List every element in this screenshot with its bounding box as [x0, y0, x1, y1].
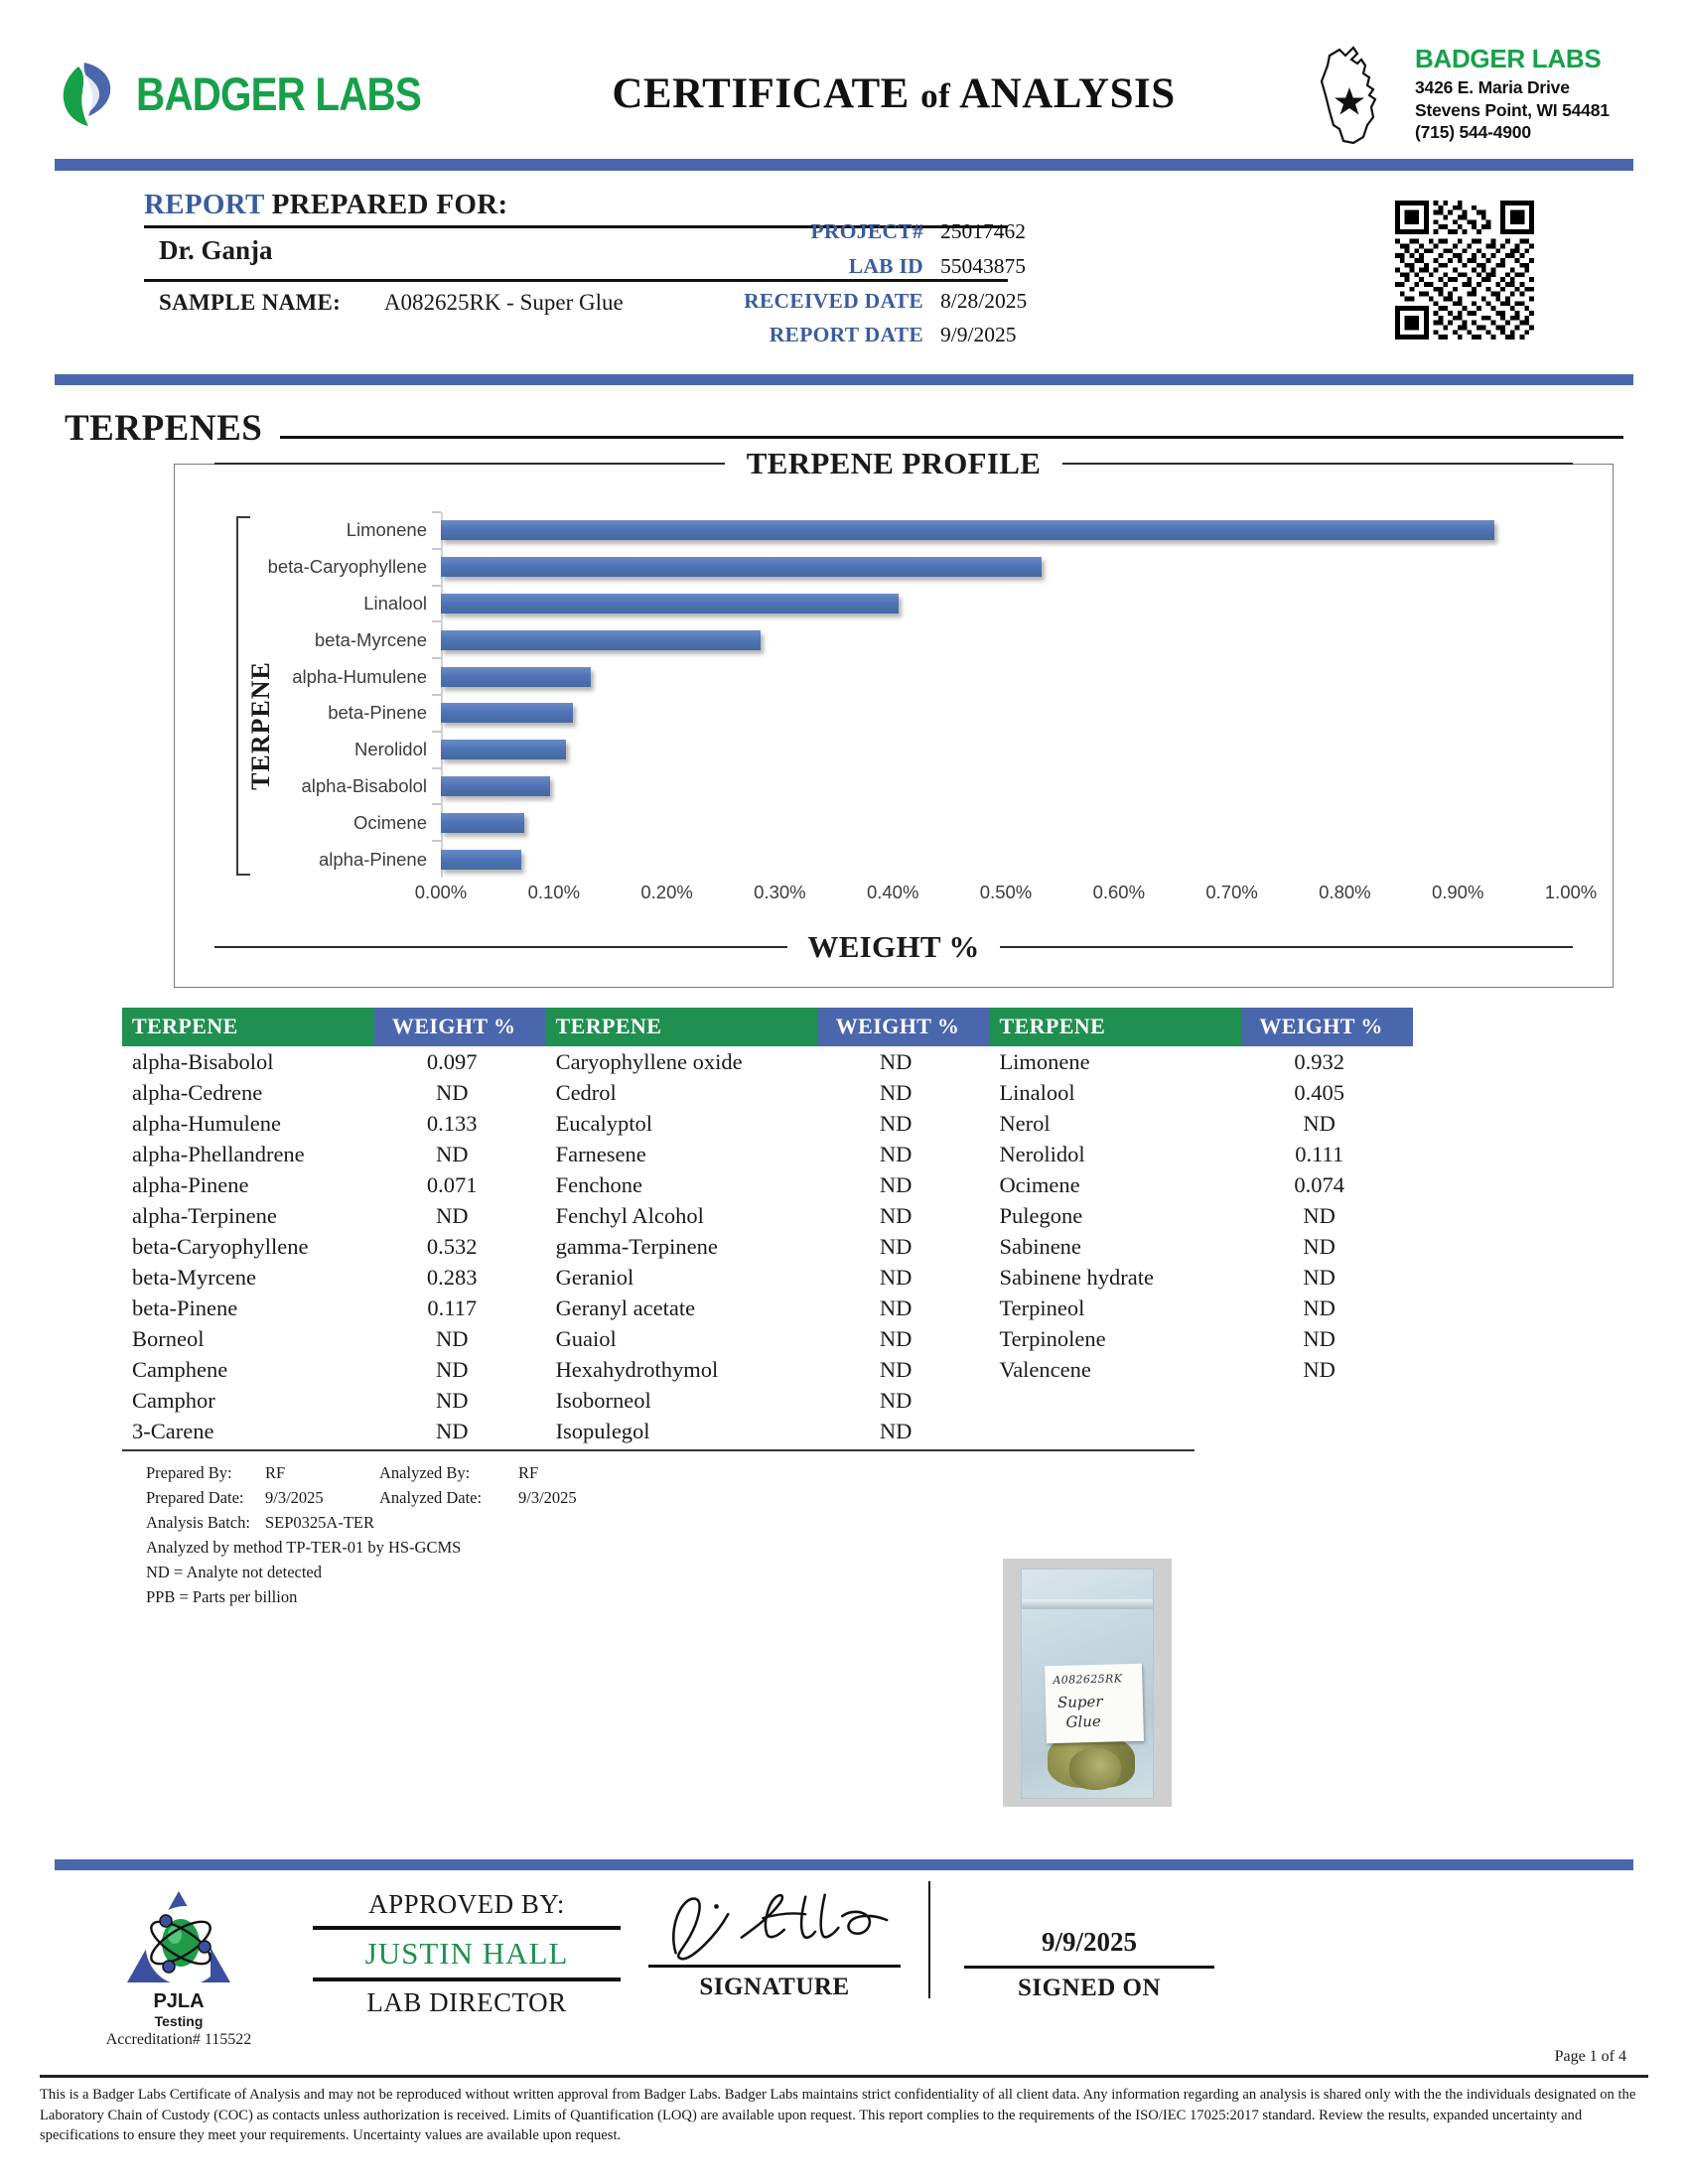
table-row	[122, 1231, 1413, 1262]
chart-category-label: Limonene	[346, 519, 427, 541]
chart-x-rule-right	[1000, 946, 1573, 949]
handwriting-line-2: Super	[1056, 1692, 1103, 1711]
cell-terpene-name: 3-Carene	[132, 1418, 214, 1443]
report-meta-table	[675, 214, 1053, 352]
cell-terpene-name: Terpineol	[999, 1295, 1085, 1320]
client-name: Dr. Ganja	[159, 235, 273, 265]
table-row	[122, 1139, 1413, 1169]
wisconsin-map-icon	[1306, 34, 1415, 153]
chart-bar	[441, 520, 1494, 540]
chart-x-tick-label: 0.80%	[1319, 882, 1371, 902]
chart-x-tick-label: 0.10%	[527, 882, 581, 902]
chart-bar	[441, 703, 573, 723]
chart-bar	[441, 813, 524, 833]
meta-row-project	[675, 214, 1053, 249]
signed-on-rule	[964, 1966, 1214, 1969]
cell-terpene-name: Limonene	[999, 1048, 1090, 1074]
approved-rule-bottom	[313, 1978, 621, 1981]
prepared-by-label: Prepared By:	[146, 1463, 232, 1482]
cell-weight-value: ND	[879, 1079, 913, 1105]
cell-weight-value: 0.071	[426, 1171, 478, 1197]
lab-address-block	[1306, 34, 1633, 153]
cell-terpene-name: Pulegone	[999, 1202, 1083, 1228]
footer-divider-bar	[55, 1859, 1633, 1870]
table-row	[122, 1200, 1413, 1231]
chart-title-row	[175, 446, 1613, 481]
cell-terpene-name: Caryophyllene oxide	[555, 1048, 743, 1074]
cell-terpene-name: Eucalyptol	[555, 1110, 653, 1136]
page-title	[521, 69, 1306, 118]
disclaimer-text: This is a Badger Labs Certificate of Analysis and may not be reproduced without written approval from Badger Labs. Badger Labs maintains strict confidentiality of all client data. Any information regarding an analysis is shared only with the the individuals designated on the Laboratory Chain of Custody (COC) as contacts unless authorization is received. Limits of Quantification (LOQ) are available upon request. This report complies to the requirements of the ISO/IEC 17025:2017 standard. Review the results, expanded uncertainty and specifications to ensure they meet your requirements. Uncertainty values are available upon request.	[40, 2087, 1636, 2144]
chart-y-tick	[432, 840, 441, 842]
chart-category-label: beta-Pinene	[328, 702, 427, 724]
chart-title-rule-left	[214, 463, 725, 466]
brand-name: BADGER LABS	[136, 67, 421, 120]
cell-weight-value: ND	[435, 1325, 469, 1351]
cell-terpene-name: Nerol	[999, 1110, 1051, 1136]
chart-x-tick-label: 0.00%	[414, 882, 468, 902]
header-terpene-3: TERPENE	[989, 1008, 1241, 1046]
cell-weight-value: 0.097	[426, 1048, 478, 1074]
cell-weight-value: ND	[1303, 1295, 1336, 1320]
chart-bar-row	[314, 621, 1571, 658]
cell-weight-value: ND	[879, 1141, 913, 1166]
cell-terpene-name: Ocimene	[999, 1171, 1080, 1197]
project-value: 25017462	[940, 219, 1026, 243]
chart-category-label: alpha-Pinene	[318, 848, 427, 870]
cell-terpene-name: Borneol	[132, 1325, 205, 1351]
project-label: PROJECT#	[810, 219, 923, 243]
chart-bar	[441, 630, 761, 650]
chart-bar	[441, 667, 591, 687]
table-header-row	[122, 1008, 1413, 1046]
table-row	[122, 1262, 1413, 1293]
chart-bar	[441, 594, 899, 614]
chart-x-tick-label: 0.50%	[979, 882, 1033, 902]
cell-weight-value: ND	[879, 1202, 913, 1228]
header-terpene-2: TERPENE	[546, 1008, 818, 1046]
cell-weight-value: 0.111	[1295, 1141, 1344, 1166]
cell-terpene-name: alpha-Terpinene	[132, 1202, 277, 1228]
chart-bar	[441, 740, 566, 759]
meta-row-labid	[675, 249, 1053, 284]
chart-bar	[441, 850, 521, 870]
chart-x-tick-label: 0.30%	[754, 882, 806, 902]
cell-terpene-name: Terpinolene	[999, 1325, 1106, 1351]
cell-terpene-name: Fenchone	[555, 1171, 643, 1197]
chart-x-rule-left	[214, 946, 787, 949]
director-title: LAB DIRECTOR	[366, 1987, 567, 2017]
cell-terpene-name: Hexahydrothymol	[555, 1356, 719, 1382]
cell-weight-value: ND	[1303, 1264, 1336, 1290]
approved-by-block	[303, 1881, 631, 2018]
cell-weight-value: 0.133	[426, 1110, 478, 1136]
cell-weight-value: ND	[435, 1356, 469, 1382]
chart-x-axis-title: WEIGHT %	[807, 929, 980, 964]
labid-label: LAB ID	[848, 253, 923, 278]
table-row	[122, 1385, 1413, 1416]
analysis-metadata	[146, 1460, 1633, 1609]
title-certificate: CERTIFICATE	[612, 69, 910, 117]
lab-address-text	[1415, 43, 1610, 144]
approved-by-label: APPROVED BY:	[368, 1889, 565, 1919]
qr-code[interactable]	[1395, 201, 1534, 340]
cell-terpene-name: Linalool	[999, 1079, 1075, 1105]
sample-name-label: SAMPLE NAME:	[159, 289, 342, 315]
chart-y-tick	[432, 548, 441, 550]
chart-category-label: beta-Caryophyllene	[267, 556, 427, 578]
analyzed-by-label: Analyzed By:	[379, 1463, 471, 1482]
cell-terpene-name: Fenchyl Alcohol	[555, 1202, 704, 1228]
signature-image	[631, 1885, 918, 1963]
cell-weight-value	[1241, 1385, 1413, 1416]
received-label: RECEIVED DATE	[744, 288, 923, 313]
cell-weight-value: ND	[879, 1264, 913, 1290]
title-analysis: ANALYSIS	[959, 69, 1176, 117]
cell-weight-value: ND	[879, 1418, 913, 1443]
chart-y-tick	[432, 620, 441, 622]
chart-x-title-row	[214, 929, 1573, 965]
cell-terpene-name: Camphene	[132, 1356, 228, 1382]
cell-terpene-name: Geranyl acetate	[555, 1295, 696, 1320]
prepared-for-label: PREPARED FOR:	[271, 189, 508, 220]
report-info-section	[55, 171, 1633, 374]
sample-name-value: A082625RK - Super Glue	[383, 289, 624, 315]
reportdate-label: REPORT DATE	[769, 323, 923, 347]
cell-weight-value: ND	[879, 1387, 913, 1413]
terpene-results-table	[122, 1008, 1413, 1446]
cell-weight-value: 0.532	[426, 1233, 478, 1259]
chart-y-tick	[432, 657, 441, 659]
report-word: REPORT	[144, 189, 265, 220]
cell-weight-value: ND	[1303, 1233, 1336, 1259]
cell-weight-value: ND	[435, 1141, 469, 1166]
pjla-accreditation	[55, 1881, 303, 2049]
address-line-2: Stevens Point, WI 54481	[1415, 99, 1610, 120]
ppb-note: PPB = Parts per billion	[146, 1587, 298, 1607]
chart-bar-row	[352, 804, 1571, 841]
pjla-name: PJLA	[153, 1990, 205, 2012]
title-of: of	[920, 75, 951, 115]
meta-row-reportdate	[675, 318, 1053, 352]
chart-x-tick-label: 0.60%	[1092, 882, 1146, 902]
chart-y-tick	[432, 694, 441, 696]
nd-note: ND = Analyte not detected	[146, 1563, 323, 1582]
analyzed-by-value: RF	[518, 1463, 539, 1482]
meta-prepared-date-row	[146, 1485, 1633, 1510]
cell-weight-value: ND	[879, 1356, 913, 1382]
cell-terpene-name: gamma-Terpinene	[555, 1233, 718, 1259]
chart-x-tick-label: 1.00%	[1544, 882, 1598, 902]
chart-title: TERPENE PROFILE	[725, 446, 1062, 481]
chart-bar-row	[267, 549, 1571, 586]
signature-rule	[648, 1965, 901, 1968]
footer-vertical-divider	[928, 1881, 930, 1998]
disclaimer-rule	[40, 2075, 1648, 2078]
cell-terpene-name: alpha-Pinene	[132, 1171, 249, 1197]
table-row	[122, 1077, 1413, 1108]
chart-bar-row	[328, 695, 1571, 732]
section-title-rule	[280, 436, 1623, 439]
sample-bag	[1021, 1569, 1154, 1799]
cell-weight-value: 0.932	[1294, 1048, 1344, 1074]
cell-weight-value: 0.405	[1294, 1079, 1344, 1105]
signed-on-label: SIGNED ON	[1017, 1975, 1162, 2001]
batch-value: SEP0325A-TER	[265, 1513, 375, 1533]
approval-footer	[55, 1881, 1633, 2048]
terpenes-section-header	[55, 407, 1633, 450]
chart-category-label: beta-Myrcene	[314, 628, 427, 650]
chart-y-bracket	[236, 516, 250, 876]
chart-category-label: Nerolidol	[353, 739, 427, 760]
chart-bar-row	[353, 732, 1571, 768]
address-lab-name: BADGER LABS	[1415, 43, 1602, 73]
signature-label: SIGNATURE	[699, 1974, 850, 2000]
chart-x-tick-label: 0.40%	[866, 882, 919, 902]
signature-block	[631, 1881, 918, 2001]
analyzed-date-value: 9/3/2025	[518, 1488, 577, 1508]
chart-y-tick	[432, 511, 441, 513]
chart-y-tick	[432, 767, 441, 769]
cell-weight-value: ND	[1303, 1325, 1336, 1351]
pjla-accreditation-number: Accreditation# 115522	[105, 2031, 252, 2048]
pjla-sub: Testing	[154, 2013, 204, 2029]
cell-weight-value: ND	[1303, 1356, 1336, 1382]
meta-batch-row	[146, 1510, 1633, 1535]
cell-weight-value: ND	[435, 1079, 469, 1105]
cell-weight-value: ND	[1303, 1110, 1336, 1136]
cell-terpene-name: Farnesene	[555, 1141, 646, 1166]
handwriting-line-1: A082625RK	[1053, 1672, 1123, 1688]
chart-x-tick-label: 0.20%	[640, 882, 693, 902]
chart-bar-row	[318, 841, 1571, 878]
section-title: TERPENES	[65, 408, 263, 449]
chart-category-label: Ocimene	[352, 811, 427, 833]
prepared-date-label: Prepared Date:	[146, 1488, 244, 1508]
cell-weight-value: 0.283	[426, 1264, 478, 1290]
meta-prepared-by-row	[146, 1460, 1633, 1485]
analyzed-date-label: Analyzed Date:	[379, 1488, 483, 1508]
cell-weight-value: ND	[879, 1325, 913, 1351]
received-value: 8/28/2025	[940, 288, 1028, 313]
table-row	[122, 1416, 1413, 1446]
chart-y-axis-title: TERPENE	[245, 661, 275, 790]
cell-weight-value: ND	[879, 1295, 913, 1320]
chart-x-axis-ticks	[414, 882, 1598, 911]
table-row	[122, 1169, 1413, 1200]
header-divider-bar	[55, 159, 1633, 171]
cell-terpene-name: Sabinene	[999, 1233, 1081, 1259]
cell-weight-value: ND	[435, 1202, 469, 1228]
cell-weight-value: ND	[435, 1387, 469, 1413]
meta-row-received	[675, 284, 1053, 319]
handwriting-line-3: Glue	[1065, 1711, 1102, 1731]
cell-terpene-name: Nerolidol	[999, 1141, 1085, 1166]
chart-bar-row	[301, 768, 1571, 805]
table-bottom-rule	[122, 1449, 1195, 1451]
cell-weight-value: ND	[879, 1110, 913, 1136]
cell-terpene-name: Camphor	[132, 1387, 215, 1413]
cell-weight-value: ND	[879, 1233, 913, 1259]
chart-title-rule-right	[1062, 463, 1573, 466]
director-name: JUSTIN HALL	[364, 1936, 569, 1971]
header-weight-2: WEIGHT %	[818, 1008, 990, 1046]
page-header	[55, 0, 1633, 159]
chart-x-tick-label: 0.70%	[1205, 882, 1258, 902]
method-note: Analyzed by method TP-TER-01 by HS-GCMS	[146, 1538, 462, 1558]
cell-terpene-name: Cedrol	[555, 1079, 617, 1105]
bag-seal	[1022, 1599, 1153, 1609]
chart-bars-group	[267, 512, 1571, 878]
cell-weight-value: ND	[1303, 1202, 1336, 1228]
cannabis-bud-2	[1069, 1748, 1121, 1790]
header-weight-3: WEIGHT %	[1241, 1008, 1413, 1046]
cell-terpene-name	[989, 1416, 1241, 1446]
chart-bar	[441, 557, 1042, 577]
cell-weight-value: 0.117	[427, 1295, 478, 1320]
chart-category-label: alpha-Bisabolol	[301, 774, 427, 796]
cell-terpene-name: Valencene	[999, 1356, 1091, 1382]
chart-bar-row	[346, 512, 1571, 549]
pjla-logo-icon	[119, 1885, 238, 1989]
cell-weight-value	[1241, 1416, 1413, 1446]
signed-on-date: 9/9/2025	[1041, 1927, 1137, 1957]
chart-category-label: Linalool	[363, 592, 427, 614]
cell-terpene-name: Isopulegol	[555, 1418, 650, 1443]
cell-weight-value: ND	[879, 1171, 913, 1197]
leaf-icon	[55, 57, 118, 130]
page-number: Page 1 of 4	[1554, 2048, 1626, 2065]
table-row	[122, 1323, 1413, 1354]
chart-x-tick-label: 0.90%	[1431, 882, 1484, 902]
cell-terpene-name: Geraniol	[555, 1264, 634, 1290]
signed-on-block	[940, 1881, 1238, 2002]
address-phone: (715) 544-4900	[1415, 122, 1531, 143]
chart-y-tick	[432, 803, 441, 805]
cell-weight-value: ND	[435, 1418, 469, 1443]
cell-terpene-name: beta-Caryophyllene	[132, 1233, 309, 1259]
table-row	[122, 1046, 1413, 1077]
prepared-by-value: RF	[265, 1463, 286, 1482]
cell-terpene-name: beta-Pinene	[132, 1295, 238, 1320]
cell-weight-value: 0.074	[1294, 1171, 1344, 1197]
brand-logo	[55, 57, 521, 130]
cell-terpene-name	[989, 1385, 1241, 1416]
table-row	[122, 1354, 1413, 1385]
header-weight-1: WEIGHT %	[374, 1008, 546, 1046]
cell-weight-value: ND	[879, 1048, 913, 1074]
cell-terpene-name: Guaiol	[555, 1325, 617, 1351]
cell-terpene-name: alpha-Phellandrene	[132, 1141, 305, 1166]
labid-value: 55043875	[940, 253, 1026, 278]
handwritten-label	[1045, 1664, 1144, 1744]
cell-terpene-name: beta-Myrcene	[132, 1264, 256, 1290]
chart-category-label: alpha-Humulene	[292, 665, 427, 687]
cell-terpene-name: alpha-Cedrene	[132, 1079, 263, 1105]
header-terpene-1: TERPENE	[122, 1008, 374, 1046]
cell-terpene-name: alpha-Humulene	[132, 1110, 281, 1136]
chart-y-tick	[432, 585, 441, 587]
chart-plot-area	[267, 512, 1571, 878]
chart-bar-row	[363, 586, 1571, 622]
cell-terpene-name: alpha-Bisabolol	[132, 1048, 274, 1074]
chart-y-tick	[432, 731, 441, 733]
table-row	[122, 1108, 1413, 1139]
sample-photo	[1003, 1559, 1172, 1807]
table-row	[122, 1293, 1413, 1323]
reportdate-value: 9/9/2025	[940, 323, 1017, 347]
approved-rule-top	[313, 1926, 621, 1930]
cell-terpene-name: Sabinene hydrate	[999, 1264, 1155, 1290]
address-line-1: 3426 E. Maria Drive	[1415, 76, 1570, 97]
batch-label: Analysis Batch:	[146, 1513, 250, 1533]
chart-bar-row	[292, 658, 1571, 695]
prepared-date-value: 9/3/2025	[265, 1488, 324, 1508]
terpene-profile-chart	[174, 446, 1614, 988]
section-divider-bar	[55, 374, 1633, 385]
chart-bar	[441, 776, 550, 796]
cell-terpene-name: Isoborneol	[555, 1387, 651, 1413]
